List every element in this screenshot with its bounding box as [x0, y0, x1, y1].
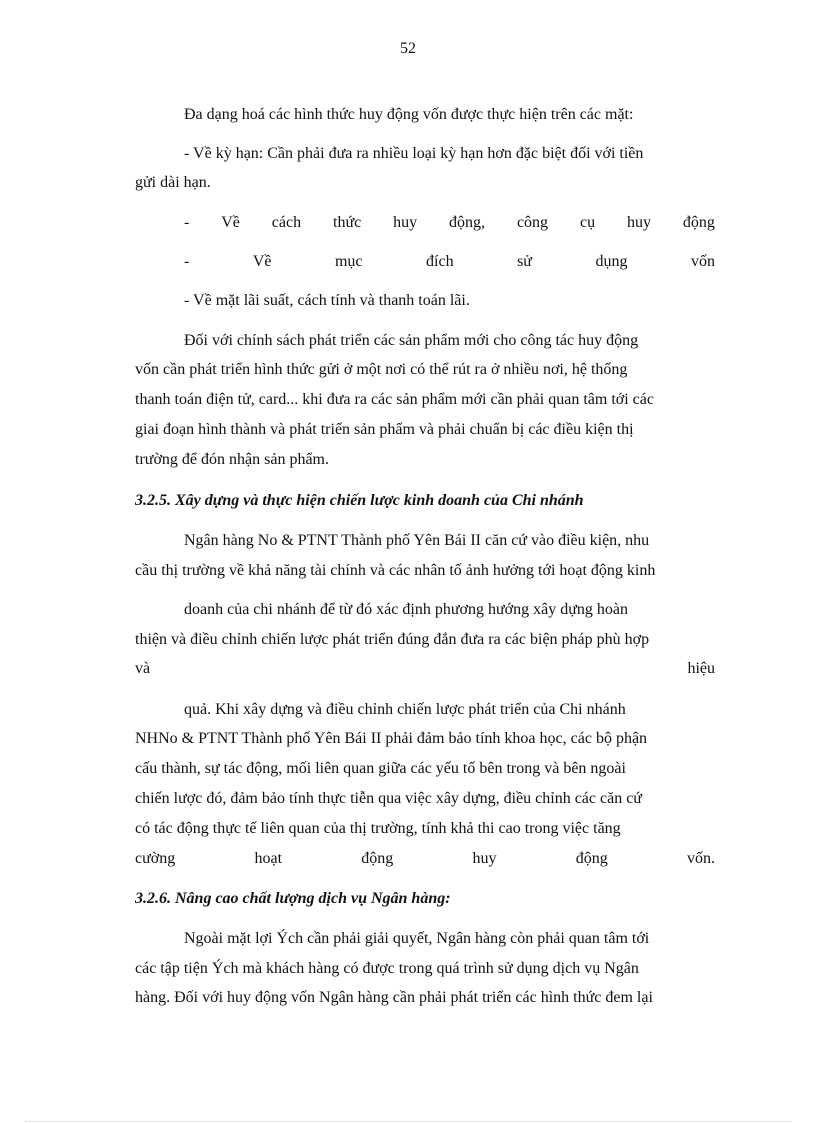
word: động: [575, 850, 608, 867]
paragraph-line: cầu thị trường về khả năng tài chính và các nhân tố ảnh hưởng tới hoạt động kinh: [135, 562, 656, 579]
word: vốn: [690, 253, 715, 270]
paragraph-line: doanh của chi nhánh để từ đó xác định phương hướng xây dựng hoàn: [184, 601, 628, 618]
paragraph-line: Ngân hàng No & PTNT Thành phố Yên Bái II căn cứ vào điều kiện, nhu: [184, 532, 650, 549]
page-number: 52: [400, 40, 416, 57]
word: Về: [252, 253, 272, 270]
paragraph-line: thiện và điều chỉnh chiến lược phát triển đúng đắn đưa ra các biện pháp phù hợp: [135, 631, 650, 648]
paragraph-line: trường để đón nhận sản phẩm.: [135, 451, 329, 468]
word: hoạt: [254, 850, 283, 867]
paragraph-line: - Về mặt lãi suất, cách tính và thanh toán lãi.: [184, 292, 470, 309]
word: động: [361, 850, 394, 867]
word: động,: [449, 214, 486, 231]
word: công: [516, 214, 549, 231]
word: vốn.: [686, 850, 715, 867]
word: huy: [393, 214, 418, 231]
paragraph-line-justified: [184, 212, 715, 234]
word: cách: [271, 214, 302, 231]
paragraph-line: Ngoài mặt lợi Ých cần phải giải quyết, Ngân hàng còn phải quan tâm tới: [184, 930, 650, 947]
paragraph-line: thanh toán điện tử, card... khi đưa ra các sản phẩm mới cần phải quan tâm tới các: [135, 391, 654, 408]
word: hiệu: [687, 660, 715, 677]
word: -: [184, 253, 190, 270]
word: thức: [333, 214, 362, 231]
word: Về: [221, 214, 240, 231]
paragraph-line: Đa dạng hoá các hình thức huy động vốn được thực hiện trên các mặt:: [184, 106, 634, 123]
word: sử: [517, 253, 532, 270]
word: và: [135, 660, 151, 677]
page-bottom-rule: [25, 1121, 791, 1122]
word: huy: [626, 214, 651, 231]
paragraph-line: gửi dài hạn.: [135, 174, 211, 191]
paragraph-line: có tác động thực tế liên quan của thị trường, tính khả thi cao trong việc tăng: [135, 820, 621, 837]
word: đích: [426, 253, 454, 270]
paragraph-line: - Về kỳ hạn: Cần phải đưa ra nhiều loại kỳ hạn hơn đặc biệt đối với tiền: [184, 145, 644, 162]
paragraph-line: các tập tiện Ých mà khách hàng có được trong quá trình sử dụng dịch vụ Ngân: [135, 960, 639, 977]
word: cường: [135, 850, 176, 867]
paragraph-line: vốn cần phát triển hình thức gửi ở một nơi có thể rút ra ở nhiều nơi, hệ thống: [135, 361, 628, 378]
paragraph-line-justified: [135, 658, 715, 680]
paragraph-line-justified: [184, 251, 715, 273]
paragraph-line: NHNo & PTNT Thành phố Yên Bái II phải đảm bảo tính khoa học, các bộ phận: [135, 730, 648, 747]
word: động: [682, 214, 715, 231]
paragraph-line: Đối với chính sách phát triển các sản phẩm mới cho công tác huy động: [184, 332, 639, 349]
word: dụng: [595, 253, 628, 270]
paragraph-line: hàng. Đối với huy động vốn Ngân hàng cần phải phát triển các hình thức đem lại: [135, 989, 653, 1006]
word: huy: [472, 850, 497, 867]
word: mục: [334, 253, 363, 270]
section-heading-3-2-6: 3.2.6. Nâng cao chất lượng dịch vụ Ngân hàng:: [135, 890, 451, 907]
paragraph-line: chiến lược đó, đảm bảo tính thực tiễn qua việc xây dựng, điều chỉnh các căn cứ: [135, 790, 642, 807]
section-heading-3-2-5: 3.2.5. Xây dựng và thực hiện chiến lược kinh doanh của Chi nhánh: [135, 492, 584, 509]
word: cụ: [579, 214, 596, 231]
paragraph-line: quả. Khi xây dựng và điều chỉnh chiến lược phát triển của Chi nhánh: [184, 701, 626, 718]
word: -: [184, 214, 190, 231]
paragraph-line: cấu thành, sự tác động, mối liên quan giữa các yếu tố bên trong và bên ngoài: [135, 760, 626, 777]
paragraph-line: giai đoạn hình thành và phát triển sản phẩm và phải chuẩn bị các điều kiện thị: [135, 421, 634, 438]
paragraph-line-justified: [135, 848, 715, 870]
